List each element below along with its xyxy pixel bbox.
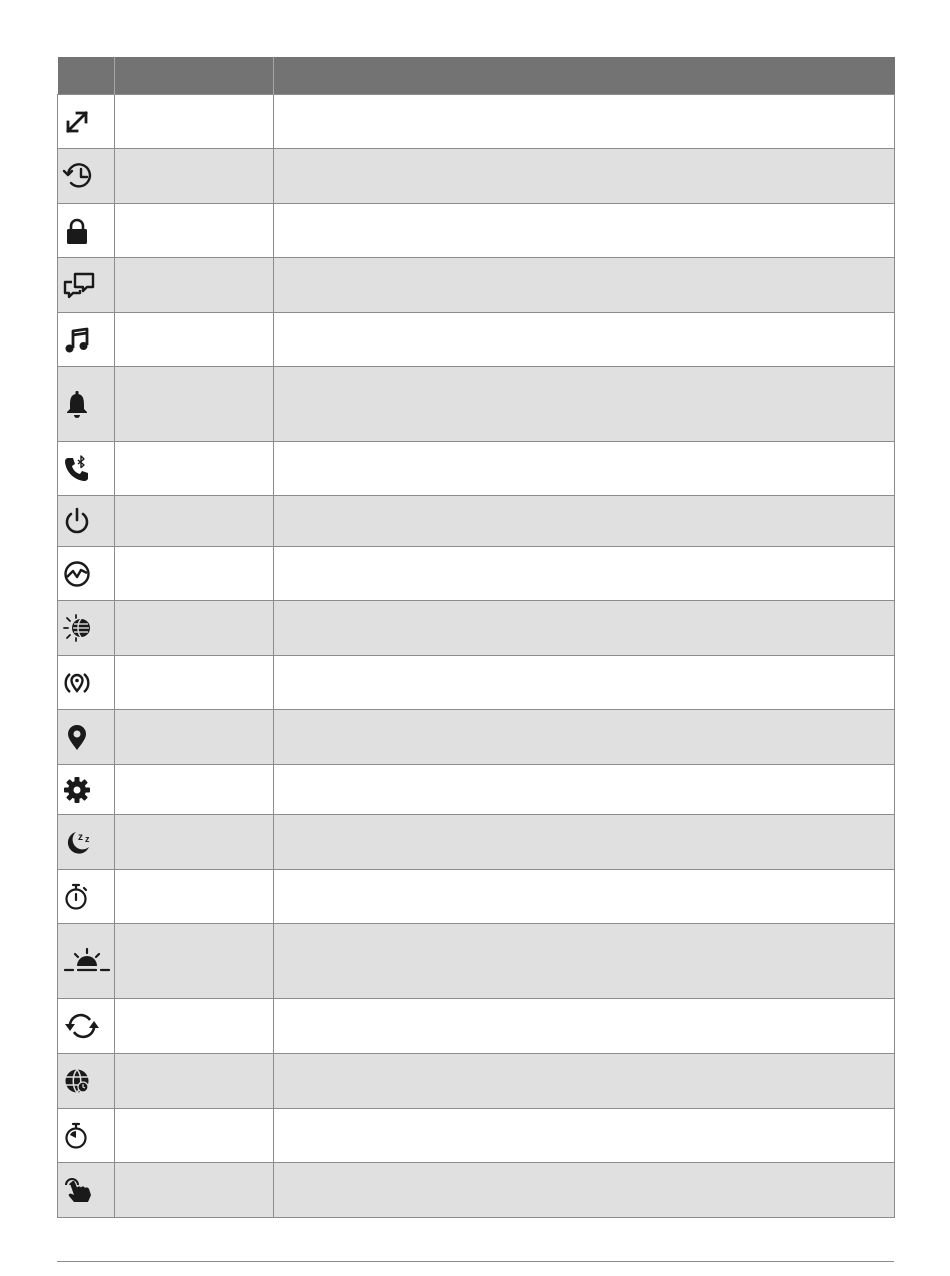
description-cell [274, 204, 895, 258]
sun-globe-icon [62, 613, 96, 643]
name-cell [115, 204, 274, 258]
name-cell [115, 999, 274, 1054]
music-note-icon [62, 325, 92, 355]
name-cell [115, 870, 274, 924]
gear-icon [62, 775, 92, 805]
name-cell [115, 547, 274, 601]
power-icon [62, 506, 92, 536]
table-row [58, 1054, 895, 1109]
controls-table [57, 57, 895, 1218]
icon-cell [58, 204, 115, 258]
table-row [58, 924, 895, 999]
description-cell [274, 870, 895, 924]
name-cell [115, 1109, 274, 1163]
pulse-circle-icon [62, 559, 92, 589]
table-row [58, 496, 895, 547]
header-icon-cell [58, 57, 115, 95]
location-ring-icon [62, 668, 92, 698]
icon-cell [58, 258, 115, 313]
sync-arrows-icon [62, 1011, 102, 1041]
description-cell [274, 601, 895, 656]
history-clock-icon [62, 161, 96, 191]
stopwatch-icon [62, 882, 92, 912]
icon-cell [58, 1163, 115, 1218]
icon-cell [58, 999, 115, 1054]
table-row [58, 367, 895, 442]
header-description-cell [274, 57, 895, 95]
description-cell [274, 313, 895, 367]
table-row [58, 999, 895, 1054]
description-cell [274, 999, 895, 1054]
expand-arrows-icon [62, 107, 92, 137]
table-row [58, 765, 895, 815]
icon-cell [58, 1054, 115, 1109]
bell-icon [62, 389, 92, 419]
padlock-icon [62, 216, 92, 246]
table-row [58, 1109, 895, 1163]
table-header-row [58, 57, 895, 95]
svg-text:z: z [78, 832, 83, 843]
name-cell [115, 149, 274, 204]
icon-cell [58, 496, 115, 547]
table-row [58, 710, 895, 765]
name-cell [115, 815, 274, 870]
name-cell [115, 95, 274, 149]
chat-bubbles-icon [62, 270, 96, 300]
description-cell [274, 496, 895, 547]
icon-cell [58, 815, 115, 870]
name-cell [115, 1054, 274, 1109]
icon-cell [58, 367, 115, 442]
table-row [58, 547, 895, 601]
moon-sleep-icon [62, 827, 96, 857]
name-cell [115, 924, 274, 999]
svg-text:z: z [85, 834, 90, 844]
description-cell [274, 710, 895, 765]
table-row [58, 656, 895, 710]
icon-cell [58, 656, 115, 710]
bluetooth-phone-icon [62, 454, 92, 484]
icon-cell [58, 442, 115, 496]
description-cell [274, 149, 895, 204]
name-cell [115, 656, 274, 710]
description-cell [274, 1109, 895, 1163]
table-row [58, 95, 895, 149]
touch-hand-icon [62, 1175, 96, 1205]
world-clock-icon [62, 1066, 92, 1096]
name-cell [115, 496, 274, 547]
table-row [58, 870, 895, 924]
icon-cell [58, 601, 115, 656]
header-name-cell [115, 57, 274, 95]
icon-cell [58, 149, 115, 204]
icon-cell [58, 765, 115, 815]
description-cell [274, 1163, 895, 1218]
description-cell [274, 815, 895, 870]
description-cell [274, 656, 895, 710]
table-row [58, 1163, 895, 1218]
icon-cell [58, 710, 115, 765]
name-cell [115, 710, 274, 765]
name-cell [115, 442, 274, 496]
description-cell [274, 924, 895, 999]
table-row [58, 204, 895, 258]
icon-cell [58, 924, 115, 999]
sunrise-icon [62, 946, 112, 976]
description-cell [274, 95, 895, 149]
name-cell [115, 601, 274, 656]
table-row [58, 442, 895, 496]
description-cell [274, 765, 895, 815]
table-row [58, 258, 895, 313]
name-cell [115, 765, 274, 815]
icon-cell [58, 1109, 115, 1163]
description-cell [274, 547, 895, 601]
icon-cell [58, 547, 115, 601]
name-cell [115, 313, 274, 367]
table-row [58, 149, 895, 204]
description-cell [274, 367, 895, 442]
description-cell [274, 258, 895, 313]
map-pin-icon [62, 722, 92, 752]
name-cell [115, 1163, 274, 1218]
table-row [58, 313, 895, 367]
icon-cell [58, 95, 115, 149]
description-cell [274, 1054, 895, 1109]
icon-cell [58, 313, 115, 367]
timer-icon [62, 1121, 92, 1151]
footer-rule [57, 1261, 894, 1262]
table-row [58, 601, 895, 656]
table-row [58, 815, 895, 870]
icon-cell [58, 870, 115, 924]
name-cell [115, 258, 274, 313]
name-cell [115, 367, 274, 442]
description-cell [274, 442, 895, 496]
